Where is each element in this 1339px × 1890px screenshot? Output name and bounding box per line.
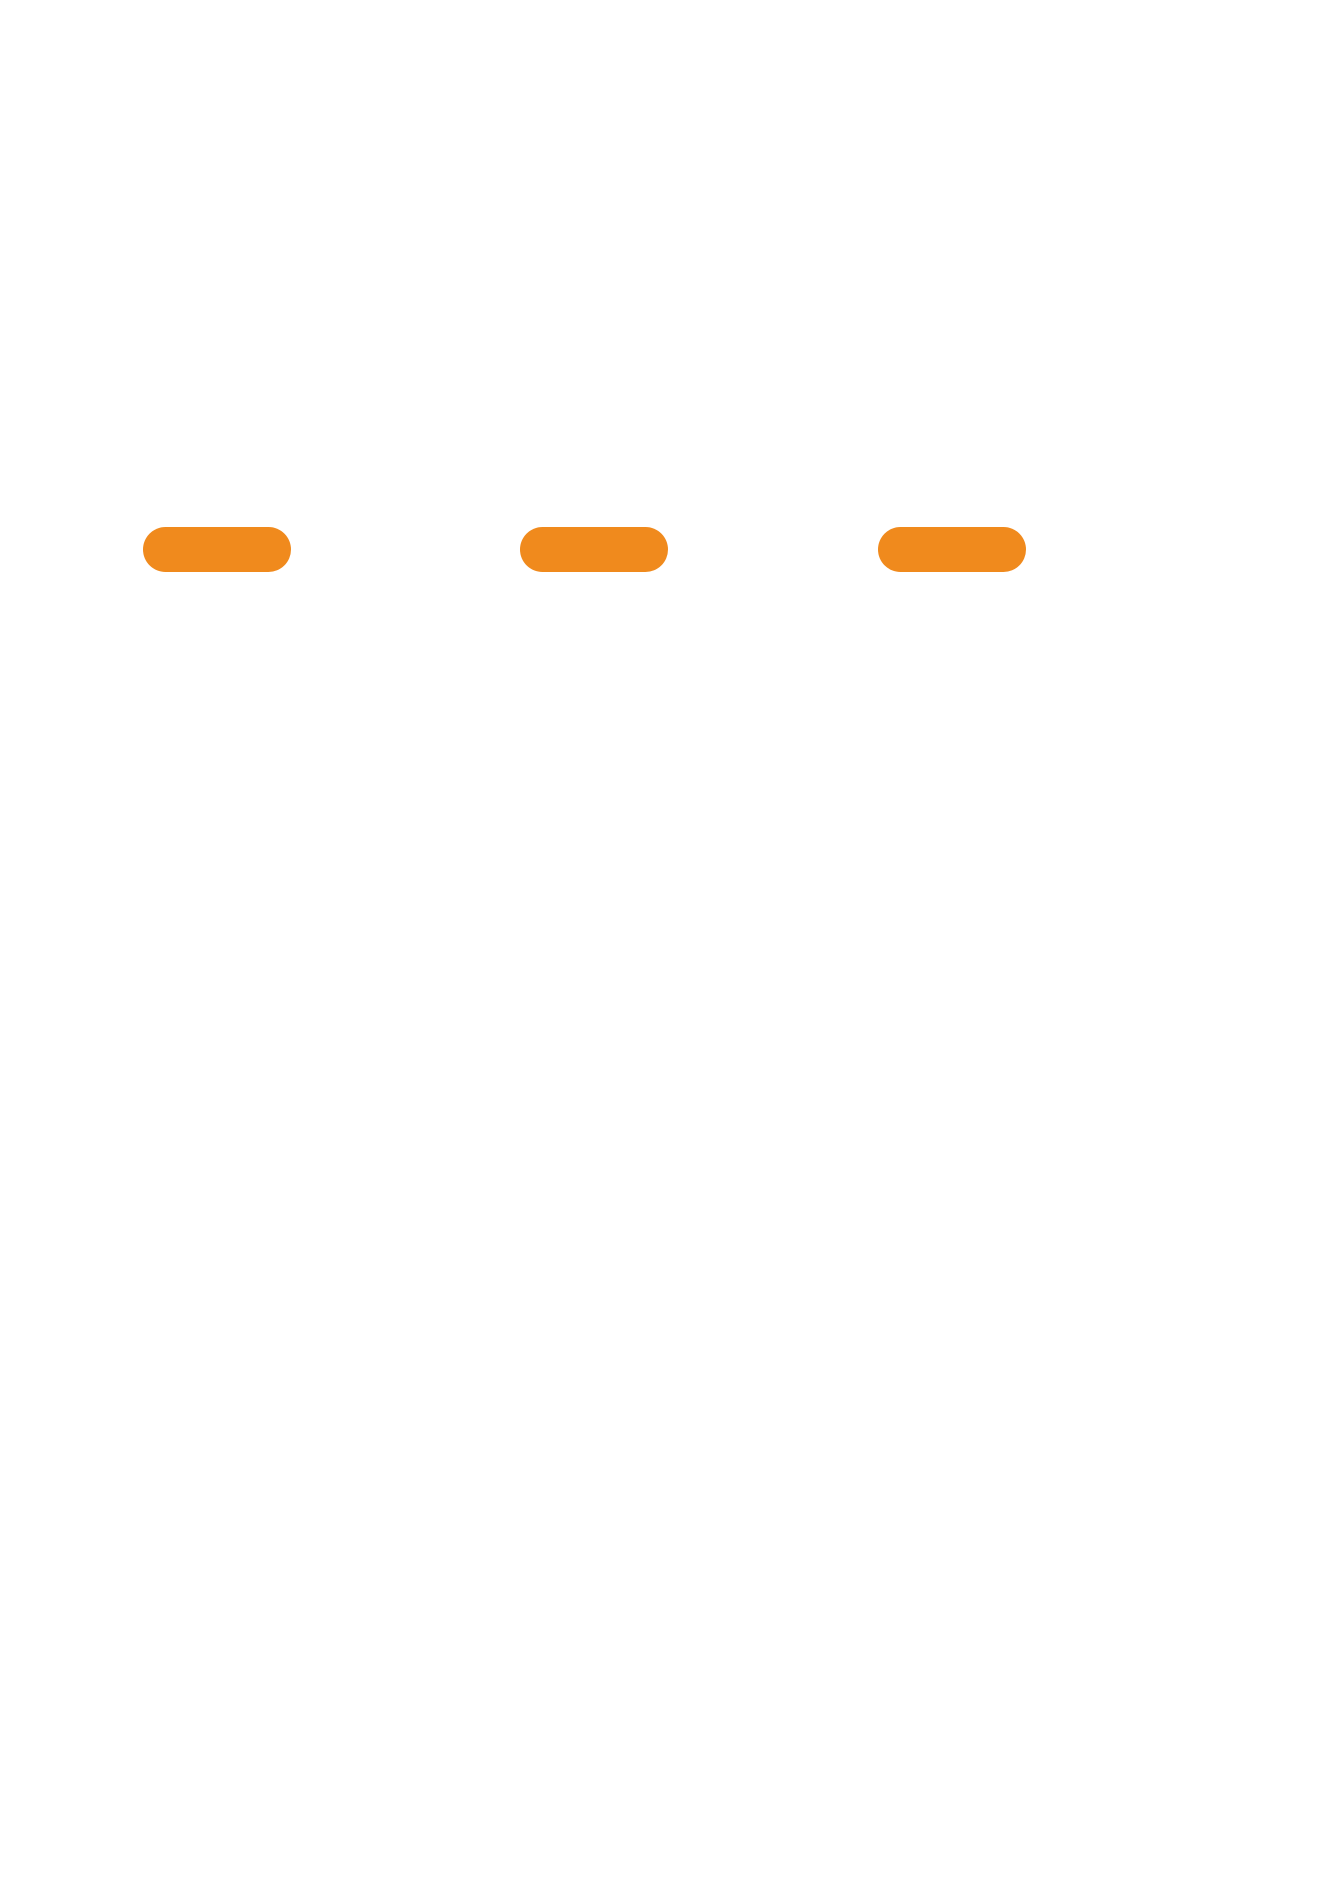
scallop-border-graphic	[0, 0, 1339, 200]
chapter-tag-6	[878, 527, 1026, 572]
header-decorative-band	[0, 0, 1339, 200]
chapter-tag-5	[520, 527, 668, 572]
chapter-tag-4	[143, 527, 291, 572]
